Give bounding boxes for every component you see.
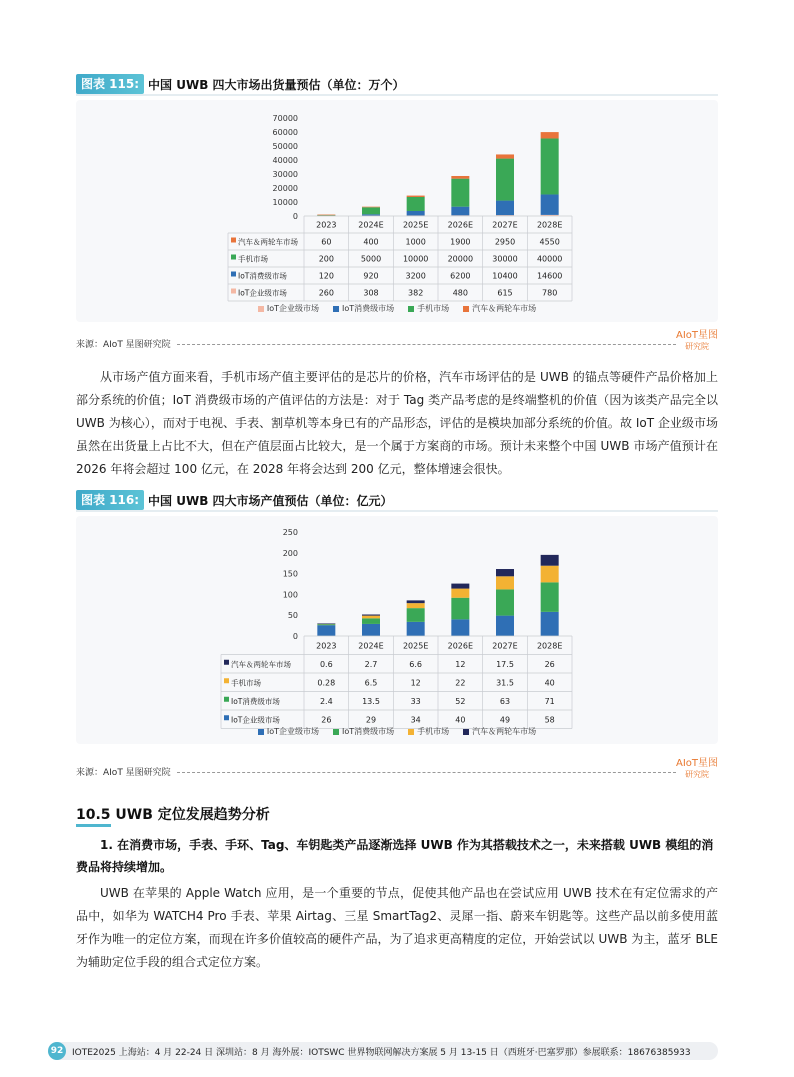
table-swatch [224,660,229,665]
table-row-label: 汽车＆两轮车市场 [231,659,291,669]
data-label: 12 [455,659,466,669]
bar-segment [362,624,380,636]
data-label: 63 [499,696,511,706]
data-label: 260 [318,288,334,298]
bar-segment [407,196,425,197]
bar-segment [496,154,514,158]
data-label: 615 [497,288,513,298]
data-label: 480 [452,288,468,298]
bar-segment [541,555,559,566]
section-title-text: UWB 定位发展趋势分析 [110,807,270,823]
legend-swatch [258,729,264,735]
legend-label: IoT消费级市场 [342,304,395,313]
data-label: 13.5 [362,696,380,706]
data-label: 382 [408,288,424,298]
bar-segment [407,211,425,215]
bar-segment [496,159,514,201]
value-chart-svg [76,516,718,744]
bar-segment [362,207,380,208]
chart-legend [76,303,718,314]
y-tick-label: 70000 [272,114,298,123]
paragraph-apple-watch: UWB 在苹果的 Apple Watch 应用，是一个重要的节点，促使其他产品也在尝试应用 UWB 技术在有定位需求的产品中，如华为 WATCH4 Pro 手表、苹果 Airtag、三星 SmartTag2、灵犀一指、蔚来车钥匙等。这些产品以前多使用蓝牙作为唯一的定位方案，而现在许多价值较高的硬件产品，为了追求更高精度的定位，开始尝试以 UWB 为主，蓝牙 BLE 为辅助定位手段的组合式定位方案。 [76,886,718,969]
logo-sub: 研究院 [685,770,709,779]
data-label: 60 [321,237,332,247]
figure-title: 中国 UWB 四大市场出货量预估（单位：万个） [148,77,405,92]
table-swatch [231,238,236,243]
bar-segment [362,207,380,214]
legend-label: IoT企业级市场 [266,727,319,736]
bar-segment [496,569,514,576]
legend-item [258,303,319,314]
bar-segment [541,582,559,612]
data-label: 780 [542,288,558,298]
bar-segment [496,201,514,216]
legend-swatch [408,729,414,735]
footer-text: IOTE2025 上海站：4 月 22-24 日 深圳站：8 月 海外展：IOTSWC 世界物联网解决方案展 5 月 13-15 日（西班牙·巴塞罗那）参展联系：18676385933 [72,1047,691,1058]
table-row-label: IoT消费级市场 [238,271,287,281]
bar-segment [317,624,335,625]
bar-segment [362,616,380,619]
data-label: 14600 [536,271,563,281]
chart-legend [76,726,718,737]
category-label: 2024E [358,220,384,230]
table-row-label: 手机市场 [238,254,268,264]
data-label: 400 [363,237,379,247]
data-label: 20000 [447,254,474,264]
table-row-label: IoT企业级市场 [231,715,280,725]
y-tick-label: 50 [287,611,298,621]
shipment-chart [76,100,718,322]
data-label: 40000 [536,254,563,264]
data-label: 49 [499,715,511,725]
y-tick-label: 200 [282,548,298,558]
figure-badge: 图表 116: [76,490,144,510]
bar-segment [541,138,559,194]
data-label: 10400 [492,271,518,281]
data-label: 34 [410,715,421,725]
data-label: 120 [318,271,334,281]
table-swatch [231,289,236,294]
key-point-1: 1. 在消费市场，手表、手环、Tag、车钥匙类产品逐渐选择 UWB 作为其搭载技术之一，未来搭载 UWB 模组的消费品将持续增加。 [76,838,714,874]
bar-segment [451,584,469,589]
table-row-label: IoT消费级市场 [231,696,280,706]
legend-label: 手机市场 [417,304,450,313]
figure-116-label [76,490,393,510]
data-label: 40 [455,715,466,725]
legend-swatch [463,306,469,312]
y-tick-label: 40000 [272,156,298,165]
data-label: 2.4 [319,696,333,706]
category-label: 2025E [402,641,429,651]
legend-item [463,726,536,737]
data-label: 26 [321,715,332,725]
bar-segment [317,625,335,636]
bar-segment [362,614,380,615]
table-row-label: 手机市场 [231,678,261,688]
legend-item [408,303,449,314]
aiot-logo [672,758,722,780]
page-number: 92 [48,1042,66,1060]
category-label: 2027E [492,220,518,230]
legend-label: 汽车＆两轮车市场 [472,727,537,736]
data-label: 12 [410,678,421,688]
logo-main: AIoT星图 [675,758,719,769]
category-label: 2026E [447,641,474,651]
category-label: 2028E [536,641,563,651]
legend-label: IoT企业级市场 [266,304,319,313]
bar-segment [317,215,335,216]
table-swatch [224,678,229,683]
value-chart [76,516,718,744]
data-label: 26 [544,659,555,669]
category-label: 2026E [447,220,474,230]
bar-segment [362,618,380,624]
y-tick-label: 60000 [272,128,298,137]
source-text: 来源：AIoT 星图研究院 [76,768,171,778]
legend-label: 手机市场 [417,727,450,736]
table-swatch [224,697,229,702]
bar-segment [451,179,469,207]
source-text: 来源：AIoT 星图研究院 [76,340,171,350]
legend-item [463,303,536,314]
data-label: 6200 [450,271,471,281]
logo-main: AIoT星图 [675,330,719,341]
bar-segment [407,600,425,603]
data-label: 4550 [539,237,560,247]
y-tick-label: 150 [282,569,298,579]
table-swatch [224,715,229,720]
bar-segment [496,589,514,615]
data-label: 17.5 [496,659,514,669]
category-label: 2023 [316,641,337,651]
data-label: 22 [455,678,466,688]
y-tick-label: 20000 [272,184,298,193]
aiot-logo [672,330,722,352]
y-tick-label: 0 [292,212,298,221]
data-label: 200 [318,254,334,264]
data-label: 58 [544,715,555,725]
data-label: 0.6 [319,659,333,669]
legend-item [258,726,319,737]
category-label: 2023 [316,220,337,230]
figure-rule [76,510,718,512]
bar-segment [451,589,469,598]
data-label: 5000 [360,254,382,264]
y-tick-label: 50000 [272,142,298,151]
figure-title: 中国 UWB 四大市场产值预估（单位：亿元） [148,493,393,508]
data-label: 2.7 [364,659,378,669]
legend-swatch [463,729,469,735]
category-label: 2027E [492,641,518,651]
data-label: 6.6 [409,659,423,669]
data-label: 3200 [405,271,426,281]
table-row-label: 汽车＆两轮车市场 [238,237,298,247]
data-label: 52 [455,696,466,706]
y-tick-label: 250 [282,528,298,537]
data-label: 0.28 [317,678,336,688]
data-label: 33 [410,696,421,706]
bar-segment [541,612,559,636]
table-swatch [231,272,236,277]
category-label: 2028E [536,220,563,230]
bar-segment [407,197,425,211]
legend-swatch [258,306,264,312]
category-label: 2025E [402,220,429,230]
table-swatch [231,255,236,260]
bar-segment [541,132,559,138]
bar-segment [362,214,380,215]
data-label: 71 [544,696,555,706]
legend-label: 汽车＆两轮车市场 [472,304,537,313]
legend-swatch [333,306,339,312]
y-tick-label: 30000 [272,170,298,179]
legend-item [333,726,394,737]
figure-rule [76,94,718,96]
data-label: 6.5 [364,678,378,688]
bar-segment [451,619,469,636]
data-label: 40 [544,678,555,688]
data-label: 2950 [494,237,516,247]
bar-segment [496,576,514,589]
section-number: 10.5 [76,807,111,827]
bar-segment [451,598,469,620]
bar-segment [451,207,469,216]
bar-segment [407,622,425,636]
page-footer [48,1042,718,1060]
legend-item [408,726,449,737]
figure-source [76,337,676,350]
bar-segment [541,566,559,583]
legend-item [333,303,394,314]
figure-badge: 图表 115: [76,74,144,94]
data-label: 1000 [405,237,426,247]
legend-swatch [333,729,339,735]
y-tick-label: 0 [292,632,298,641]
y-tick-label: 100 [282,590,298,600]
table-row-label: IoT企业级市场 [238,288,287,298]
legend-swatch [408,306,414,312]
data-label: 1900 [450,237,471,247]
data-label: 308 [363,288,379,298]
data-label: 10000 [402,254,429,264]
figure-source [76,765,676,778]
bar-segment [541,194,559,214]
data-label: 920 [363,271,379,281]
bar-segment [451,176,469,179]
figure-115-label [76,74,405,94]
bar-segment [407,608,425,622]
paragraph-market-value: 从市场产值方面来看，手机市场产值主要评估的是芯片的价格，汽车市场评估的是 UWB 的锚点等硬件产品价格加上部分系统的价值；IoT 消费级市场的产值评估的方法是：对于 Tag 类产品考虑的是终端整机的价值（因为该类产品完全以 UWB 为核心），而对于电视、手表、割草机等本身已有的产品形态，评估的是模块加部分系统的价值。故 IoT 企业级市场虽然在出货量上占比不大，但在产值层面占比较大，是一个属于方案商的市场。预计未来整个中国 UWB 市场产值预计在 2026 年将会超过 100 亿元，在 2028 年将会达到 200 亿元，整体增速会很快。 [76,370,718,476]
section-heading [76,804,270,824]
category-label: 2024E [358,641,384,651]
bar-segment [407,603,425,608]
data-label: 31.5 [496,678,514,688]
bar-segment [496,616,514,636]
bar-segment [317,623,335,624]
data-label: 29 [365,715,377,725]
shipment-chart-svg [76,100,718,322]
y-tick-label: 10000 [272,198,298,207]
legend-label: IoT消费级市场 [342,727,395,736]
data-label: 30000 [492,254,518,264]
logo-sub: 研究院 [685,342,709,351]
